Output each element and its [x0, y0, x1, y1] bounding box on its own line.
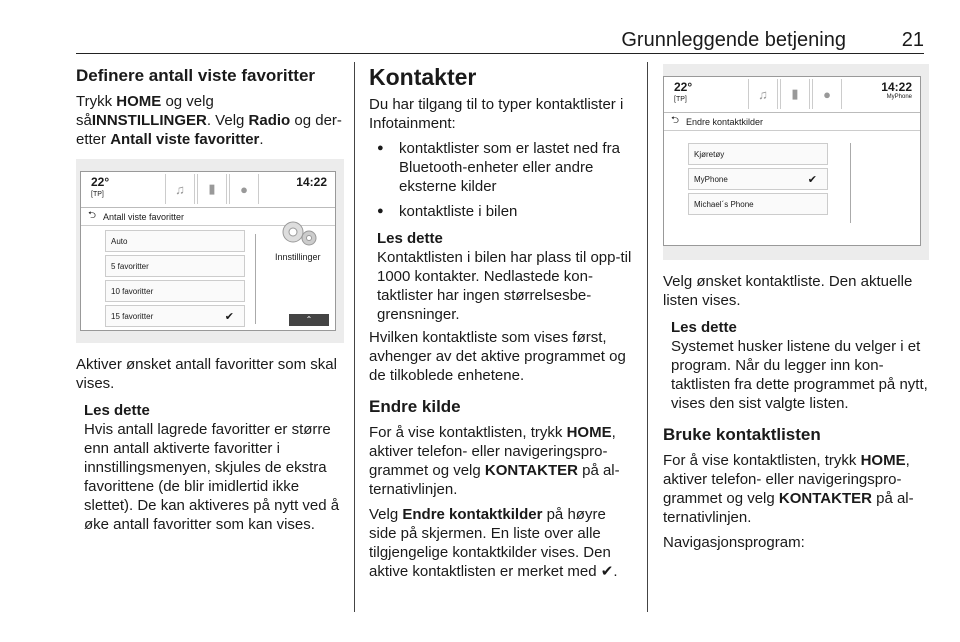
tp-indicator: [TP]	[674, 96, 687, 103]
list-item: ● kontaktliste i bilen	[369, 202, 635, 221]
chapter-heading: Kontakter	[369, 64, 477, 90]
note-title: Les dette	[671, 319, 737, 336]
note-box	[663, 318, 929, 413]
source-vehicle[interactable]: Kjøretøy	[688, 143, 828, 165]
screenshot-favorites	[76, 159, 344, 343]
select-source-paragraph: Velg Endre kontaktkilder på høyre side på skjermen. En liste over alle tilgjengelige kontaktkilder vises. Den aktive kontaktlisten er merket med ✔.	[369, 506, 618, 580]
option-5[interactable]: 5 favoritter	[105, 255, 245, 277]
note-box	[76, 401, 344, 534]
bullet-list	[369, 139, 635, 221]
intro-paragraph: Du har tilgang til to typer kontaktlister i Infotainment:	[369, 96, 624, 132]
phone-icon: ▮	[780, 79, 810, 109]
menu-title: Endre kontaktkilder	[686, 116, 764, 127]
nav-program-label: Navigasjonsprogram:	[663, 534, 805, 551]
column-favorites	[76, 64, 344, 538]
connected-phone: MyPhone	[886, 94, 912, 100]
page-title: Grunnleggende betjening	[621, 29, 846, 51]
collapse-button[interactable]: ⌃	[289, 314, 329, 326]
profile-icon: ●	[812, 79, 842, 109]
option-10[interactable]: 10 favoritter	[105, 280, 245, 302]
music-icon: ♫	[748, 79, 778, 109]
note-box	[369, 229, 635, 324]
settings-gear-icon	[277, 216, 321, 250]
phone-icon: ▮	[197, 174, 227, 204]
check-icon: ✔	[224, 310, 234, 323]
settings-label: Innstillinger	[275, 252, 321, 262]
change-source-paragraph: For å vise kontaktlisten, trykk HOME, aktiver telefon- eller navigeringspro-grammet og velg KONTAKTER på al-ternativlinjen.	[369, 424, 620, 498]
clock: 14:22	[296, 175, 327, 189]
page-number: 21	[901, 29, 924, 51]
section-heading: Definere antall viste favoritter	[76, 66, 316, 85]
instruction-paragraph: Trykk HOME og velg såINNSTILLINGER. Velg Radio og der-etter Antall viste favoritter.	[76, 93, 342, 148]
back-arrow-icon[interactable]: ⮌	[87, 210, 96, 221]
which-list-paragraph: Hvilken kontaktliste som vises først, avhenger av det aktive programmet og de tilkoblede enhetene.	[369, 329, 626, 384]
back-arrow-icon[interactable]: ⮌	[670, 115, 679, 126]
use-list-paragraph: For å vise kontaktlisten, trykk HOME, aktiver telefon- eller navigeringspro-grammet og velg KONTAKTER på al-ternativlinjen.	[663, 452, 914, 526]
list-item: ● kontaktlister som er lastet ned fra Bluetooth-enheter eller andre eksterne kilder	[369, 139, 635, 196]
temperature-readout: 22°	[674, 80, 693, 94]
profile-icon: ●	[229, 174, 259, 204]
section-heading: Bruke kontaktlisten	[663, 425, 821, 444]
column-contacts-continued	[663, 64, 929, 556]
column-divider	[647, 62, 648, 612]
scrollbar[interactable]	[255, 234, 259, 324]
menu-title: Antall viste favoritter	[103, 211, 185, 222]
music-icon: ♫	[165, 174, 195, 204]
note-text: Hvis antall lagrede favoritter er større enn antall aktiverte favoritter i innstillingsmenyen, skjules de ekstra favorittene (de blir imidlertid ikke slettet). De kan aktiveres på nytt ved å øke antall favoritter som kan vises.	[84, 421, 340, 533]
page-header	[76, 26, 924, 54]
temperature-readout: 22°	[91, 175, 110, 189]
column-divider	[354, 62, 355, 612]
screenshot-contact-sources	[663, 64, 929, 260]
note-title: Les dette	[84, 402, 150, 419]
activate-paragraph: Aktiver ønsket antall favoritter som skal vises.	[76, 356, 337, 392]
option-15[interactable]: 15 favoritter ✔	[105, 305, 245, 327]
section-heading: Endre kilde	[369, 397, 461, 416]
scrollbar[interactable]	[850, 143, 854, 223]
source-michaels-phone[interactable]: Michael´s Phone	[688, 193, 828, 215]
clock: 14:22	[881, 80, 912, 94]
column-contacts	[369, 64, 635, 585]
note-text: Systemet husker listene du velger i et program. Når du legger inn kon-taktlisten fra dette programmet på nytt, vises den sist valgte listen.	[671, 338, 928, 412]
check-icon: ✔	[807, 173, 817, 186]
note-title: Les dette	[377, 230, 443, 247]
choose-list-paragraph: Velg ønsket kontaktliste. Den aktuelle listen vises.	[663, 273, 913, 309]
note-text: Kontaktlisten i bilen har plass til opp-til 1000 kontakter. Nedlastede kon-taktlister har ingen størrelsesbe-grensninger.	[377, 249, 632, 323]
source-myphone[interactable]: MyPhone ✔	[688, 168, 828, 190]
tp-indicator: [TP]	[91, 191, 104, 198]
option-auto[interactable]: Auto	[105, 230, 245, 252]
